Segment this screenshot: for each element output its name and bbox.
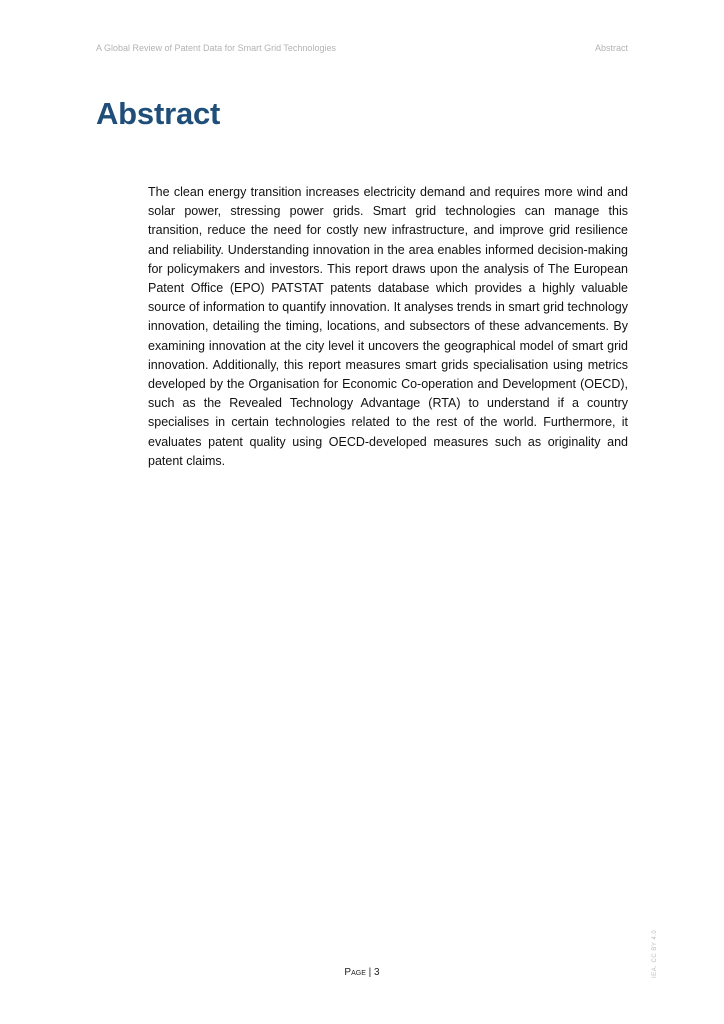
page-footer [0,967,724,978]
page-label: Page [344,967,366,978]
page-title: Abstract [96,96,221,131]
page-separator: | [365,967,375,978]
side-reference: IEA. CC BY 4.0 [652,929,658,978]
section-name: Abstract [594,43,628,53]
running-header [96,43,628,57]
report-title: A Global Review of Patent Data for Smart Grid Technologies [96,43,336,53]
abstract-paragraph: The clean energy transition increases electricity demand and requires more wind and solar power, stressing power grids. Smart grid technologies can manage this transition, reduce the need for costly new infrastructure, and improve grid resilience and reliability. Understanding innovation in the area enables informed decision-making for policymakers and investors. This report draws upon the analysis of The European Patent Office (EPO) PATSTAT patents database which provides a highly valuable source of information to quantify innovation. It analyses trends in smart grid technology innovation, detailing the timing, locations, and subsectors of these advancements. By examining innovation at the city level it uncovers the geographical model of smart grid innovation. Additionally, this report measures smart grids specialisation using metrics developed by the Organisation for Economic Co-operation and Development (OECD), such as the Revealed Technology Advantage (RTA) to understand if a country specialises in certain technologies related to the rest of the world. Furthermore, it evaluates patent quality using OECD-developed measures such as originality and patent claims. [148,185,628,468]
page-number: 3 [374,967,380,978]
